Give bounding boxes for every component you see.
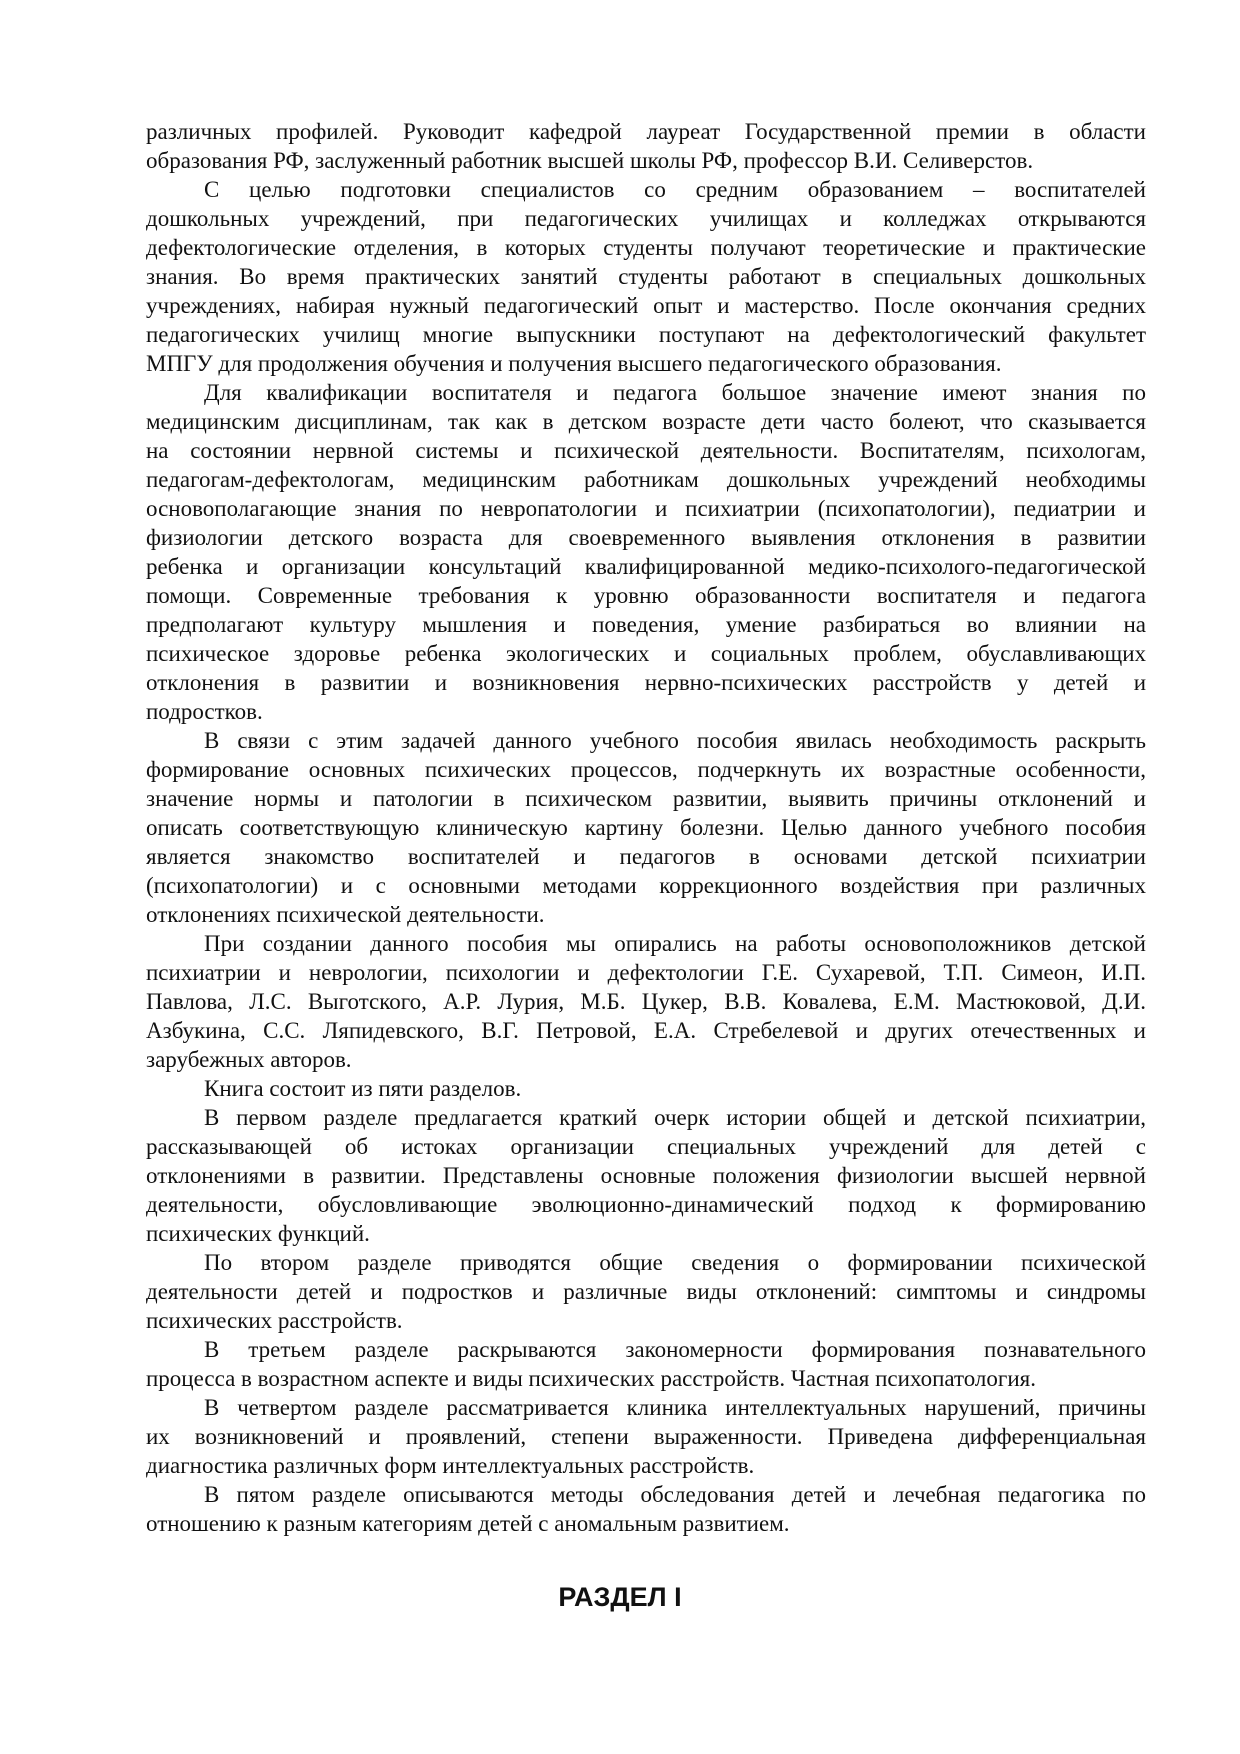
text-line: описать соответствующую клиническую картину болезни. Целью данного учебного пособия xyxy=(146,815,1146,840)
paragraph xyxy=(146,1074,1146,1103)
text-line: различных профилей. Руководит кафедрой лауреат Государственной премии в области xyxy=(146,119,1146,144)
text-line: образования РФ, заслуженный работник высшей школы РФ, профессор В.И. Селиверстов. xyxy=(146,148,1034,173)
text-line: В четвертом разделе рассматривается клиника интеллектуальных нарушений, причины xyxy=(204,1395,1146,1420)
text-line: подростков. xyxy=(146,699,263,724)
text-line: зарубежных авторов. xyxy=(146,1047,352,1072)
text-line: Книга состоит из пяти разделов. xyxy=(204,1076,522,1101)
text-line: физиологии детского возраста для своевременного выявления отклонения в развитии xyxy=(146,525,1146,550)
text-line: отношению к разным категориям детей с аномальным развитием. xyxy=(146,1511,790,1536)
text-line: отклонения в развитии и возникновения нервно-психических расстройств у детей и xyxy=(146,670,1146,695)
section-heading: РАЗДЕЛ I xyxy=(558,1582,682,1612)
text-line: деятельности, обусловливающие эволюционно-динамический подход к формированию xyxy=(146,1192,1146,1217)
document-body xyxy=(146,117,1146,1538)
text-line: При создании данного пособия мы опирались на работы основоположников детской xyxy=(204,931,1146,956)
text-line: диагностика различных форм интеллектуальных расстройств. xyxy=(146,1453,755,1478)
text-line: В пятом разделе описываются методы обследования детей и лечебная педагогика по xyxy=(204,1482,1146,1507)
text-line: является знакомство воспитателей и педагогов в основами детской психиатрии xyxy=(146,844,1146,869)
text-line: дефектологические отделения, в которых студенты получают теоретические и практические xyxy=(146,235,1146,260)
text-line: формирование основных психических процессов, подчеркнуть их возрастные особенности, xyxy=(146,757,1146,782)
text-line: отклонениями в развитии. Представлены основные положения физиологии высшей нервной xyxy=(146,1163,1146,1188)
text-line: психиатрии и неврологии, психологии и дефектологии Г.Е. Сухаревой, Т.П. Симеон, И.П. xyxy=(146,960,1146,985)
text-line: предполагают культуру мышления и поведения, умение разбираться во влиянии на xyxy=(146,612,1146,637)
text-line: В первом разделе предлагается краткий очерк истории общей и детской психиатрии, xyxy=(204,1105,1146,1130)
text-line: МПГУ для продолжения обучения и получения высшего педагогического образования. xyxy=(146,351,1002,376)
paragraph xyxy=(146,1248,1146,1335)
text-line: процесса в возрастном аспекте и виды психических расстройств. Частная психопатология. xyxy=(146,1366,1036,1391)
text-line: значение нормы и патологии в психическом развитии, выявить причины отклонений и xyxy=(146,786,1146,811)
text-line: знания. Во время практических занятий студенты работают в специальных дошкольных xyxy=(146,264,1146,289)
text-line: рассказывающей об истоках организации специальных учреждений для детей с xyxy=(146,1134,1146,1159)
text-line: учреждениях, набирая нужный педагогический опыт и мастерство. После окончания средних xyxy=(146,293,1146,318)
text-line: В третьем разделе раскрываются закономерности формирования познавательного xyxy=(204,1337,1146,1362)
text-line: ребенка и организации консультаций квалифицированной медико-психолого-педагогической xyxy=(146,554,1146,579)
paragraph xyxy=(146,1480,1146,1538)
paragraph xyxy=(146,175,1146,378)
text-line: Павлова, Л.С. Выготского, А.Р. Лурия, М.Б. Цукер, В.В. Ковалева, Е.М. Мастюковой, Д.И. xyxy=(146,989,1146,1014)
paragraph xyxy=(146,1393,1146,1480)
paragraph xyxy=(146,1335,1146,1393)
text-line: деятельности детей и подростков и различные виды отклонений: симптомы и синдромы xyxy=(146,1279,1146,1304)
text-line: отклонениях психической деятельности. xyxy=(146,902,545,927)
text-line: психическое здоровье ребенка экологических и социальных проблем, обуславливающих xyxy=(146,641,1146,666)
text-line: педагогам-дефектологам, медицинским работникам дошкольных учреждений необходимы xyxy=(146,467,1146,492)
text-line: дошкольных учреждений, при педагогических училищах и колледжах открываются xyxy=(146,206,1146,231)
text-line: помощи. Современные требования к уровню образованности воспитателя и педагога xyxy=(146,583,1146,608)
text-line: их возникновений и проявлений, степени выраженности. Приведена дифференциальная xyxy=(146,1424,1146,1449)
text-line: Для квалификации воспитателя и педагога большое значение имеют знания по xyxy=(204,380,1146,405)
paragraph xyxy=(146,1103,1146,1248)
text-line: По втором разделе приводятся общие сведения о формировании психической xyxy=(204,1250,1146,1275)
text-line: В связи с этим задачей данного учебного пособия явилась необходимость раскрыть xyxy=(204,728,1146,753)
text-line: педагогических училищ многие выпускники поступают на дефектологический факультет xyxy=(146,322,1146,347)
text-line: основополагающие знания по невропатологии и психиатрии (психопатологии), педиатрии и xyxy=(146,496,1146,521)
paragraph xyxy=(146,378,1146,726)
text-line: Азбукина, С.С. Ляпидевского, В.Г. Петровой, Е.А. Стребелевой и других отечественных и xyxy=(146,1018,1146,1043)
paragraph xyxy=(146,117,1146,175)
text-line: на состоянии нервной системы и психической деятельности. Воспитателям, психологам, xyxy=(146,438,1146,463)
text-line: медицинским дисциплинам, так как в детском возрасте дети часто болеют, что сказывается xyxy=(146,409,1146,434)
text-line: психических расстройств. xyxy=(146,1308,403,1333)
paragraph xyxy=(146,726,1146,929)
text-line: психических функций. xyxy=(146,1221,370,1246)
text-line: С целью подготовки специалистов со средним образованием – воспитателей xyxy=(204,177,1146,202)
paragraph xyxy=(146,929,1146,1074)
text-line: (психопатологии) и с основными методами коррекционного воздействия при различных xyxy=(146,873,1146,898)
